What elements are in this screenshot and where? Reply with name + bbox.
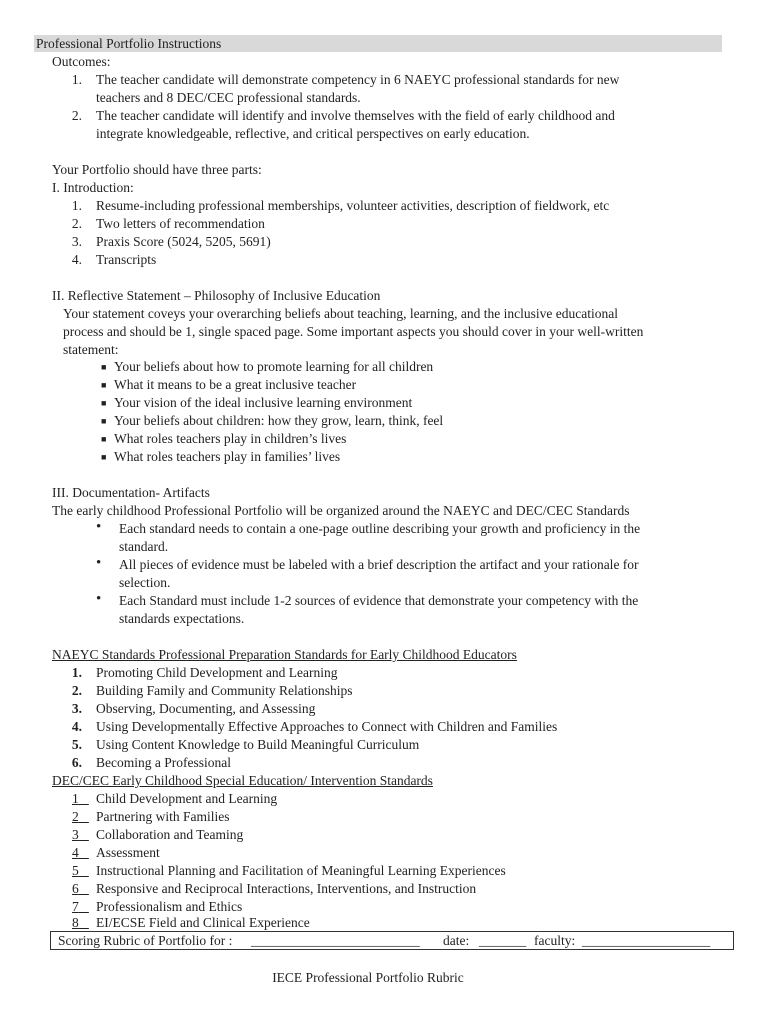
outcome-2-line-2: integrate knowledgeable, reflective, and critical perspectives on early education. [96, 126, 530, 141]
rubric-faculty-label: faculty: [534, 933, 579, 948]
rubric-date-field[interactable]: _______ [479, 933, 527, 948]
footer-title: IECE Professional Portfolio Rubric [272, 970, 464, 985]
rubric-label: Scoring Rubric of Portfolio for : [58, 933, 236, 948]
page-title: Professional Portfolio Instructions [36, 36, 222, 51]
intro-item-2-number: 2. [71, 216, 82, 231]
deccec-item-5-number: 5 [72, 863, 79, 878]
deccec-item-7-number: 7 [72, 899, 79, 914]
deccec-item-4-number: 4 [72, 845, 79, 860]
square-bullet-icon: ■ [101, 434, 107, 444]
intro-item-1: Resume-including professional memberships, volunteer activities, description of fieldwork, etc [96, 198, 610, 213]
outcome-2-number: 2. [71, 108, 82, 123]
outcome-1-line-1: The teacher candidate will demonstrate competency in 6 NAEYC professional standards for new [96, 72, 620, 87]
intro-item-4: Transcripts [96, 252, 157, 267]
square-bullet-icon: ■ [101, 362, 107, 372]
reflective-bullet-2: What it means to be a great inclusive teacher [114, 377, 357, 392]
square-bullet-icon: ■ [101, 452, 107, 462]
deccec-item-8-number: 8 [72, 915, 79, 930]
deccec-item-1-number: 1 [72, 791, 79, 806]
reflective-bullet-1: Your beliefs about how to promote learning for all children [114, 359, 434, 374]
naeyc-item-3-number: 3. [71, 701, 82, 716]
rubric-name-field[interactable]: _________________________ [251, 933, 420, 948]
naeyc-item-1: Promoting Child Development and Learning [96, 665, 338, 680]
deccec-item-5: Instructional Planning and Facilitation of Meaningful Learning Experiences [96, 863, 506, 878]
deccec-item-3-number: 3 [72, 827, 79, 842]
round-bullet-icon: • [96, 591, 102, 607]
deccec-item-8: EI/ECSE Field and Clinical Experience [96, 915, 310, 930]
documentation-intro: The early childhood Professional Portfolio will be organized around the NAEYC and DEC/CEC Standards [52, 503, 630, 518]
deccec-heading: DEC/CEC Early Childhood Special Education/ Intervention Standards [52, 773, 433, 788]
scoring-rubric-box [50, 931, 734, 950]
documentation-bullet-1-line-1: Each standard needs to contain a one-page outline describing your growth and proficiency in the [119, 521, 641, 536]
reflective-paragraph-line-1: Your statement coveys your overarching beliefs about teaching, learning, and the inclusive educational [63, 306, 618, 321]
documentation-bullet-3-line-1: Each Standard must include 1-2 sources of evidence that demonstrate your competency with the [119, 593, 639, 608]
naeyc-item-6-number: 6. [71, 755, 82, 770]
square-bullet-icon: ■ [101, 398, 107, 408]
intro-item-3-number: 3. [71, 234, 82, 249]
reflective-bullet-6: What roles teachers play in families’ lives [114, 449, 341, 464]
square-bullet-icon: ■ [101, 416, 107, 426]
round-bullet-icon: • [96, 519, 102, 535]
intro-item-2: Two letters of recommendation [96, 216, 265, 231]
naeyc-item-2: Building Family and Community Relationships [96, 683, 353, 698]
documentation-bullet-2-line-2: selection. [119, 575, 171, 590]
reflective-bullet-5: What roles teachers play in children’s lives [114, 431, 347, 446]
naeyc-item-3: Observing, Documenting, and Assessing [96, 701, 316, 716]
reflective-bullet-3: Your vision of the ideal inclusive learning environment [114, 395, 413, 410]
naeyc-item-4-number: 4. [71, 719, 82, 734]
intro-item-3: Praxis Score (5024, 5205, 5691) [96, 234, 271, 249]
deccec-item-3: Collaboration and Teaming [96, 827, 244, 842]
rubric-faculty-field[interactable]: ___________________ [582, 933, 711, 948]
naeyc-item-6: Becoming a Professional [96, 755, 231, 770]
square-bullet-icon: ■ [101, 380, 107, 390]
parts-intro: Your Portfolio should have three parts: [52, 162, 262, 177]
rubric-date-label: date: [443, 933, 473, 948]
outcome-1-line-2: teachers and 8 DEC/CEC professional standards. [96, 90, 361, 105]
intro-item-4-number: 4. [71, 252, 82, 267]
naeyc-item-1-number: 1. [71, 665, 82, 680]
naeyc-heading: NAEYC Standards Professional Preparation Standards for Early Childhood Educators [52, 647, 517, 662]
deccec-item-2-number: 2 [72, 809, 79, 824]
reflective-paragraph-line-2: process and should be 1, single spaced page. Some important aspects you should cover in your well-written [63, 324, 644, 339]
outcome-1-number: 1. [71, 72, 82, 87]
documentation-bullet-2-line-1: All pieces of evidence must be labeled with a brief description the artifact and your rationale for [119, 557, 639, 572]
naeyc-item-2-number: 2. [71, 683, 82, 698]
deccec-item-7: Professionalism and Ethics [96, 899, 243, 914]
reflective-bullet-4: Your beliefs about children: how they grow, learn, think, feel [114, 413, 444, 428]
documentation-bullet-1-line-2: standard. [119, 539, 169, 554]
reflective-heading: II. Reflective Statement – Philosophy of Inclusive Education [52, 288, 381, 303]
outcomes-label: Outcomes: [52, 54, 111, 69]
naeyc-item-4: Using Developmentally Effective Approaches to Connect with Children and Families [96, 719, 558, 734]
intro-item-1-number: 1. [71, 198, 82, 213]
reflective-paragraph-line-3: statement: [63, 342, 119, 357]
deccec-item-6-number: 6 [72, 881, 79, 896]
deccec-item-4: Assessment [96, 845, 160, 860]
deccec-item-2: Partnering with Families [96, 809, 230, 824]
documentation-bullet-3-line-2: standards expectations. [119, 611, 245, 626]
documentation-heading: III. Documentation- Artifacts [52, 485, 210, 500]
deccec-item-1: Child Development and Learning [96, 791, 278, 806]
introduction-heading: I. Introduction: [52, 180, 134, 195]
deccec-item-6: Responsive and Reciprocal Interactions, Interventions, and Instruction [96, 881, 477, 896]
naeyc-item-5-number: 5. [71, 737, 82, 752]
round-bullet-icon: • [96, 555, 102, 571]
naeyc-item-5: Using Content Knowledge to Build Meaningful Curriculum [96, 737, 420, 752]
outcome-2-line-1: The teacher candidate will identify and involve themselves with the field of early childhood and [96, 108, 615, 123]
section-header-bar [34, 35, 722, 52]
